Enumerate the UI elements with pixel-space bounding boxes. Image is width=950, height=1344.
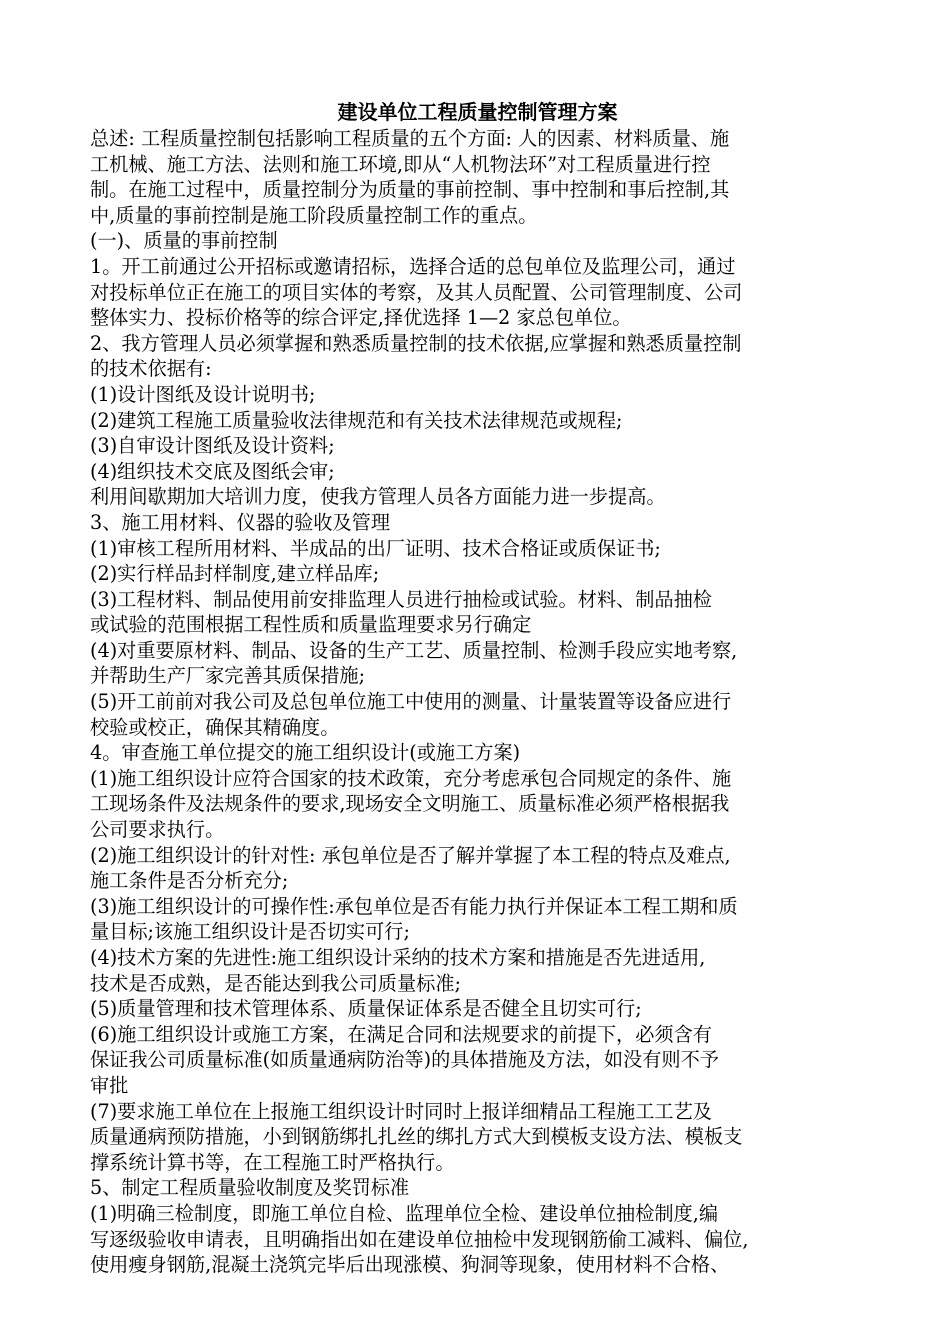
text-line: 对投标单位正在施工的项目实体的考察，及其人员配置、公司管理制度、公司 — [90, 280, 743, 304]
text-line: 审批 — [90, 1073, 129, 1097]
text-line: (1)设计图纸及设计说明书; — [90, 382, 316, 406]
document-page — [90, 98, 865, 1278]
text-line: (2)施工组织设计的针对性: 承包单位是否了解并掌握了本工程的特点及难点, — [90, 843, 731, 867]
text-line: 使用瘦身钢筋,混凝土浇筑完毕后出现涨模、狗洞等现象，使用材料不合格、 — [90, 1253, 730, 1277]
text-line: 或试验的范围根据工程性质和质量监理要求另行确定 — [90, 613, 532, 637]
text-line: 保证我公司质量标准(如质量通病防治等)的具体措施及方法，如没有则不予 — [90, 1048, 719, 1072]
text-line: 校验或校正，确保其精确度。 — [90, 715, 340, 739]
text-line: (2)实行样品封样制度,建立样品库; — [90, 562, 380, 586]
text-line: 量目标;该施工组织设计是否切实可行; — [90, 920, 410, 944]
text-line: (3)自审设计图纸及设计资料; — [90, 434, 335, 458]
text-line: (一)、质量的事前控制 — [90, 229, 278, 253]
text-line: 1。开工前通过公开招标或邀请招标，选择合适的总包单位及监理公司，通过 — [90, 254, 736, 278]
text-line: (2)建筑工程施工质量验收法律规范和有关技术法律规范或规程; — [90, 408, 623, 432]
text-line: 工现场条件及法规条件的要求,现场安全文明施工、质量标准必须严格根据我 — [90, 792, 730, 816]
text-line: 3、施工用材料、仪器的验收及管理 — [90, 510, 391, 534]
text-line: (1)明确三检制度，即施工单位自检、监理单位全检、建设单位抽检制度,编 — [90, 1201, 719, 1225]
text-line: 整体实力、投标价格等的综合评定,择优选择 1—2 家总包单位。 — [90, 306, 632, 330]
text-line: 总述: 工程质量控制包括影响工程质量的五个方面: 人的因素、材料质量、施 — [90, 127, 730, 150]
text-line: (4)组织技术交底及图纸会审; — [90, 459, 335, 483]
text-line: 撑系统计算书等，在工程施工时严格执行。 — [90, 1150, 455, 1174]
text-line: (4)对重要原材料、制品、设备的生产工艺、质量控制、检测手段应实地考察, — [90, 638, 738, 662]
text-line: (1)施工组织设计应符合国家的技术政策，充分考虑承包合同规定的条件、施 — [90, 766, 732, 790]
text-line: 施工条件是否分析充分; — [90, 869, 289, 893]
document-title: 建设单位工程质量控制管理方案 — [337, 100, 618, 124]
text-line: 公司要求执行。 — [90, 818, 225, 842]
text-line: 2、我方管理人员必须掌握和熟悉质量控制的技术依据,应掌握和熟悉质量控制 — [90, 331, 742, 355]
text-line: 并帮助生产厂家完善其质保措施; — [90, 664, 366, 688]
text-line: 利用间歇期加大培训力度，使我方管理人员各方面能力进一步提高。 — [90, 485, 666, 509]
text-line: 5、制定工程质量验收制度及奖罚标准 — [90, 1176, 410, 1200]
text-line: (3)工程材料、制品使用前安排监理人员进行抽检或试验。材料、制品抽检 — [90, 587, 712, 611]
text-line: (3)施工组织设计的可操作性:承包单位是否有能力执行并保证本工程工期和质 — [90, 894, 738, 918]
text-line: (1)审核工程所用材料、半成品的出厂证明、技术合格证或质保证书; — [90, 536, 661, 560]
text-line: 中,质量的事前控制是施工阶段质量控制工作的重点。 — [90, 203, 538, 227]
text-line: 技术是否成熟，是否能达到我公司质量标准; — [90, 971, 462, 995]
text-line: 工机械、施工方法、法则和施工环境,即从“人机物法环”对工程质量进行控 — [90, 152, 711, 176]
text-line: 的技术依据有: — [90, 357, 212, 381]
document-body — [90, 126, 865, 1278]
text-line: 质量通病预防措施，小到钢筋绑扎扎丝的绑扎方式大到模板支设方法、模板支 — [90, 1125, 743, 1149]
text-line: (4)技术方案的先进性:施工组织设计采纳的技术方案和措施是否先进适用, — [90, 946, 706, 969]
text-line: 写逐级验收申请表，且明确指出如在建设单位抽检中发现钢筋偷工减料、偏位, — [90, 1227, 749, 1251]
text-line: (5)开工前前对我公司及总包单位施工中使用的测量、计量装置等设备应进行 — [90, 690, 732, 714]
text-line: (5)质量管理和技术管理体系、质量保证体系是否健全且切实可行; — [90, 997, 642, 1021]
text-line: (6)施工组织设计或施工方案，在满足合同和法规要求的前提下，必须含有 — [90, 1022, 712, 1046]
text-line: (7)要求施工单位在上报施工组织设计时同时上报详细精品工程施工工艺及 — [90, 1099, 712, 1123]
text-line: 制。在施工过程中，质量控制分为质量的事前控制、事中控制和事后控制,其 — [90, 178, 730, 202]
text-line: 4。审查施工单位提交的施工组织设计(或施工方案) — [90, 741, 521, 765]
